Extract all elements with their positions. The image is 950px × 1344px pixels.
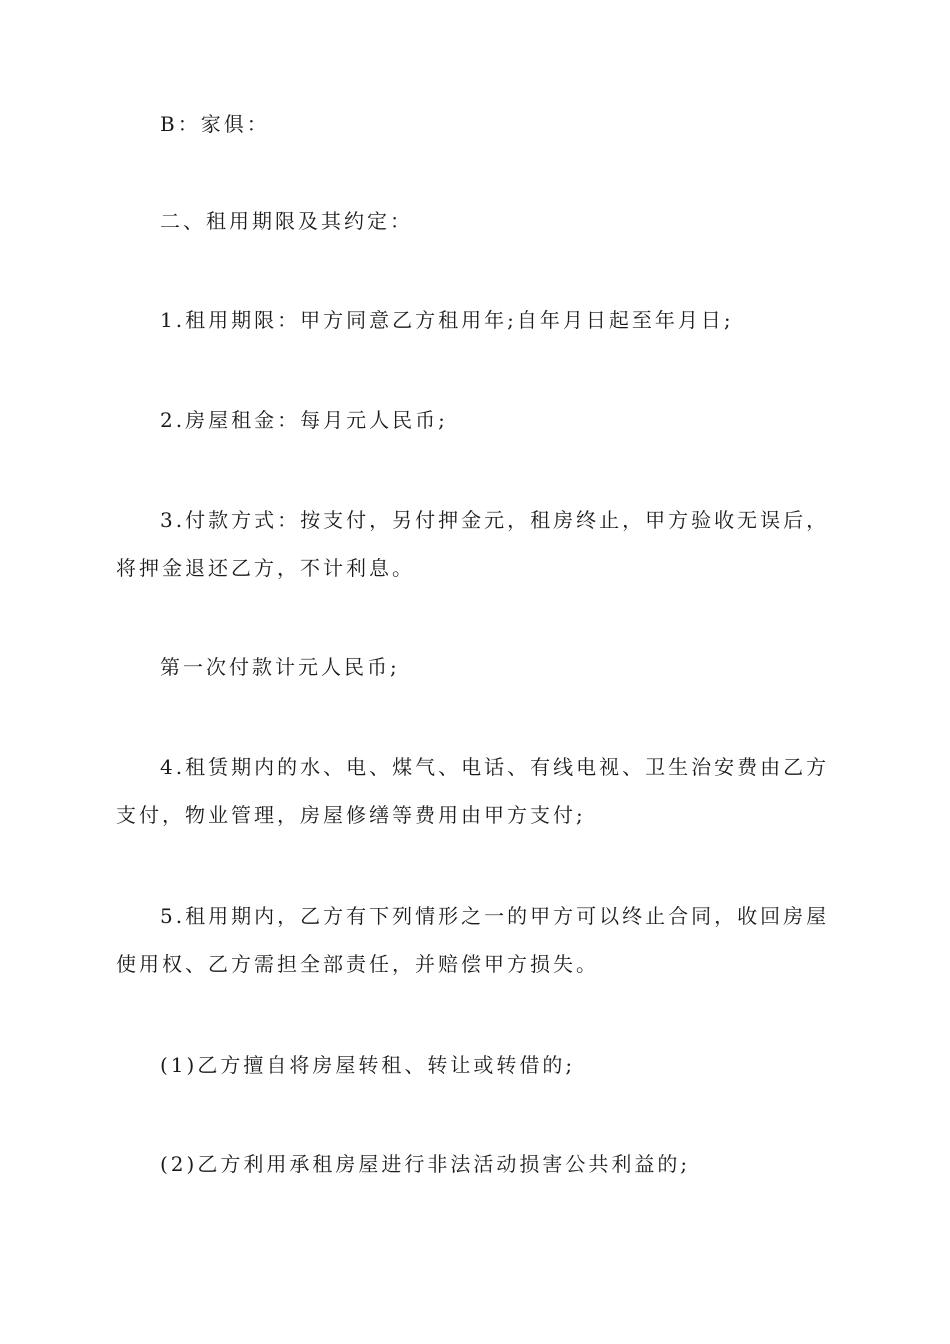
paragraph-utilities: 4.租赁期内的水、电、煤气、电话、有线电视、卫生治安费由乙方支付，物业管理，房屋修缮等费用由甲方支付; bbox=[116, 755, 830, 827]
list-item-illegal-activity: (2)乙方利用承租房屋进行非法活动损害公共利益的; bbox=[160, 1152, 691, 1176]
paragraph-first-payment: 第一次付款计元人民币; bbox=[160, 655, 400, 679]
section-heading-lease-term: 二、租用期限及其约定： bbox=[160, 209, 413, 233]
paragraph-termination: 5.租用期内，乙方有下列情形之一的甲方可以终止合同，收回房屋使用权、乙方需担全部责任，并赔偿甲方损失。 bbox=[116, 904, 830, 976]
paragraph-furniture: B：家俱： bbox=[160, 112, 270, 136]
paragraph-payment-method: 3.付款方式：按支付，另付押金元，租房终止，甲方验收无误后，将押金退还乙方，不计利息。 bbox=[116, 508, 830, 580]
list-item-sublease: (1)乙方擅自将房屋转租、转让或转借的; bbox=[160, 1053, 576, 1077]
paragraph-lease-term: 1.租用期限：甲方同意乙方租用年;自年月日起至年月日; bbox=[160, 308, 734, 332]
paragraph-rent: 2.房屋租金：每月元人民币; bbox=[160, 408, 448, 432]
